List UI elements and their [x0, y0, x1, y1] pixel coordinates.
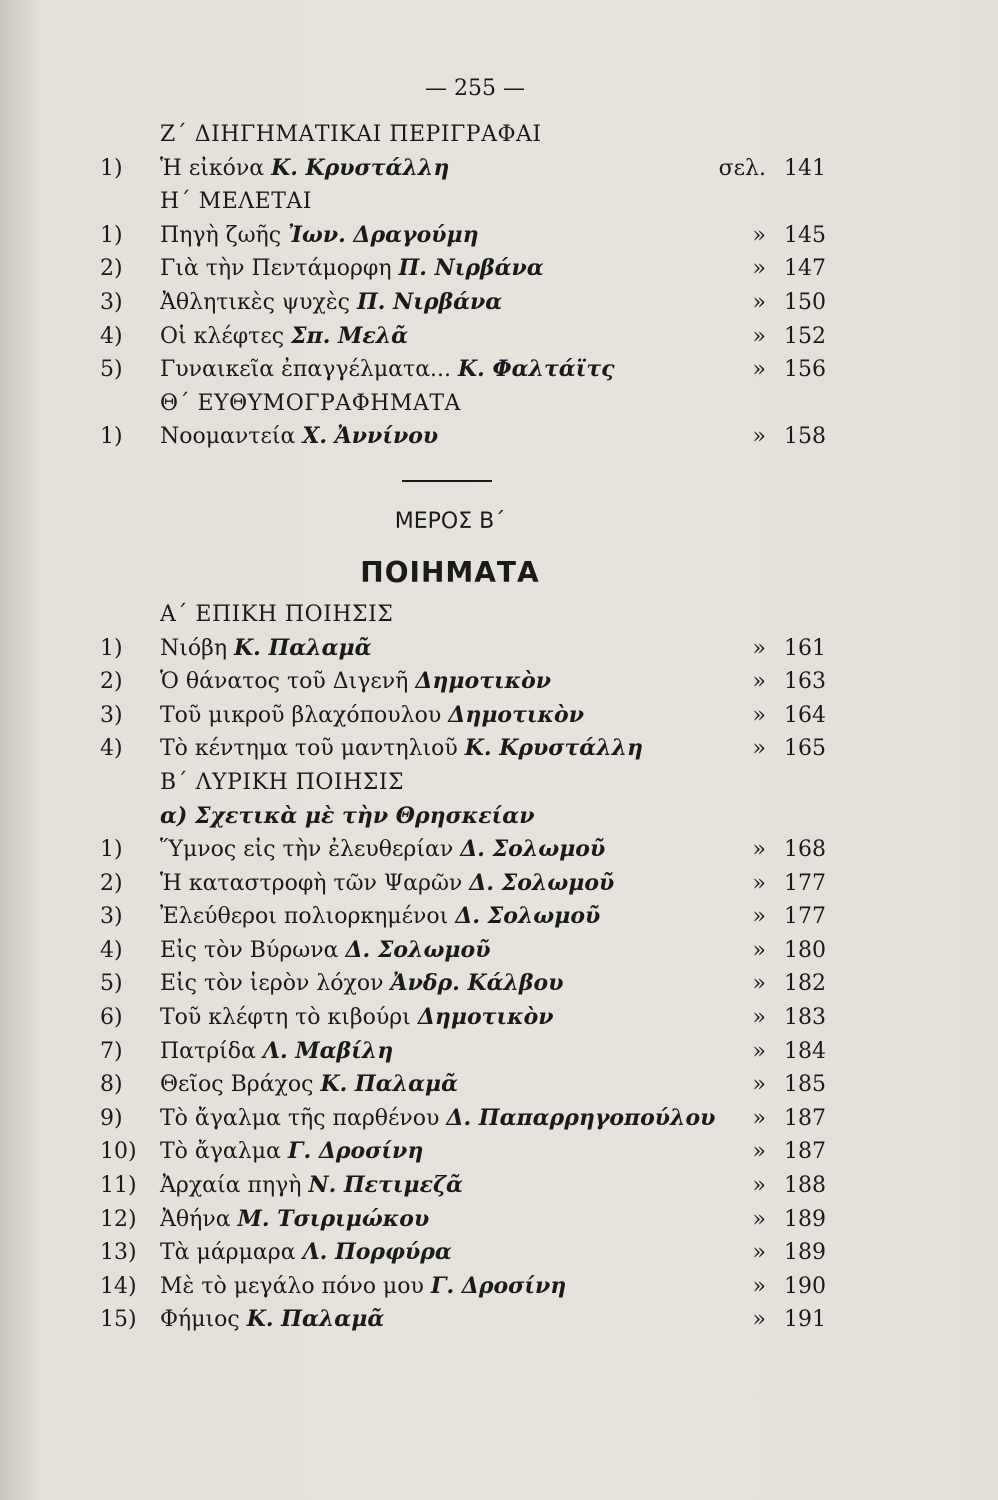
entry-author: Μ. Τσιριμώκου	[237, 1205, 430, 1232]
entry-page: 177	[784, 904, 826, 930]
entry-mark: »	[752, 736, 766, 762]
entry-page-ref	[753, 732, 826, 766]
entry-page: 188	[784, 1173, 826, 1199]
entry-number: 15)	[100, 1307, 137, 1333]
page-number: — 255 —	[425, 76, 525, 101]
entry-title	[160, 833, 605, 867]
toc-entry	[100, 665, 840, 699]
entry-page: 187	[784, 1105, 826, 1131]
entry-mark: »	[752, 222, 766, 248]
entry-title	[160, 665, 551, 699]
entry-number: 4)	[100, 323, 123, 349]
entry-page: 141	[784, 155, 826, 181]
entry-author: Κ. Φαλτάϊτς	[458, 356, 615, 383]
entry-page-ref	[753, 320, 826, 354]
entry-title-text: Ἀρχαία πηγὴ	[160, 1173, 302, 1199]
toc-entry	[100, 1068, 840, 1102]
entry-number: 12)	[100, 1206, 137, 1232]
entry-page-ref	[753, 934, 826, 968]
toc-entry	[100, 699, 840, 733]
entry-page: 187	[784, 1139, 826, 1165]
toc-entry	[100, 286, 840, 320]
entry-author: Π. Νιρβάνα	[398, 255, 544, 282]
entry-title	[160, 353, 615, 387]
entry-title	[160, 1203, 429, 1237]
entry-title-text: Νοομαντεία	[160, 424, 296, 450]
entry-page: 177	[784, 870, 826, 896]
toc-entry	[100, 219, 840, 253]
entry-title-text: Μὲ τὸ μεγάλο πόνο μου	[160, 1273, 424, 1299]
entry-title	[160, 699, 584, 733]
entry-page: 168	[784, 837, 826, 863]
entry-mark: »	[752, 424, 766, 450]
toc-entry	[100, 1169, 840, 1203]
entry-mark: »	[752, 937, 766, 963]
section-heading: Ζ΄ ΔΙΗΓΗΜΑΤΙΚΑΙ ΠΕΡΙΓΡΑΦΑΙ	[160, 122, 542, 147]
entry-mark: »	[752, 1273, 766, 1299]
entry-page: 165	[784, 736, 826, 762]
entry-title-text: Εἰς τὸν Βύρωνα	[160, 937, 339, 963]
entry-page-ref	[719, 152, 826, 186]
entry-number: 11)	[100, 1173, 137, 1199]
entry-author: Κ. Κρυστάλλη	[464, 735, 644, 762]
entry-mark: »	[752, 323, 766, 349]
toc-entry	[100, 420, 840, 454]
entry-page: 189	[784, 1240, 826, 1266]
entry-mark: »	[752, 904, 766, 930]
entry-number: 1)	[100, 222, 123, 248]
entry-mark: »	[752, 256, 766, 282]
entry-author: Δ. Σολωμοῦ	[455, 903, 601, 930]
entry-author: Δ. Παπαρρηγοπούλου	[446, 1104, 716, 1131]
entry-page: 163	[784, 669, 826, 695]
toc-entry	[100, 867, 840, 901]
entry-author: Κ. Παλαμᾶ	[246, 1306, 385, 1333]
toc-entry	[100, 833, 840, 867]
entry-number: 7)	[100, 1038, 123, 1064]
entry-title-text: Νιόβη	[160, 635, 228, 661]
entry-page-ref	[753, 967, 826, 1001]
entry-number: 5)	[100, 971, 123, 997]
entry-title-text: Τὸ ἄγαλμα	[160, 1139, 281, 1165]
entry-title	[160, 1236, 452, 1270]
entry-number: 4)	[100, 736, 123, 762]
entry-page-ref	[753, 632, 826, 666]
entry-author: Δημοτικὸν	[417, 1004, 554, 1031]
entry-title	[160, 632, 372, 666]
entry-number: 3)	[100, 904, 123, 930]
subsection-heading-religion: α) Σχετικὰ μὲ τὴν Θρησκείαν	[160, 802, 535, 829]
entry-page: 185	[784, 1072, 826, 1098]
entry-page-ref	[753, 219, 826, 253]
entry-author: Λ. Πορφύρα	[302, 1239, 452, 1266]
section-heading: Θ΄ ΕΥΘΥΜΟΓΡΑΦΗΜΑΤΑ	[160, 390, 461, 416]
entry-number: 2)	[100, 669, 123, 695]
entry-page-ref	[753, 1068, 826, 1102]
toc-entry	[100, 900, 840, 934]
entry-title	[160, 219, 479, 253]
entry-mark: »	[752, 289, 766, 315]
entry-title-text: Οἱ κλέφτες	[160, 323, 285, 349]
entry-page: 158	[784, 424, 826, 450]
entry-page: 145	[784, 222, 826, 248]
entry-mark: »	[752, 1072, 766, 1098]
lyric-list	[100, 833, 840, 1337]
toc-entry	[100, 934, 840, 968]
entry-mark: σελ.	[718, 155, 766, 181]
entry-author: Κ. Παλαμᾶ	[234, 634, 372, 661]
toc-entry	[100, 1102, 840, 1136]
toc-entry	[100, 1035, 840, 1069]
entry-author: Δ. Σολωμοῦ	[469, 869, 615, 896]
entry-author: Σπ. Μελᾶ	[291, 322, 409, 349]
entry-title-text: Τοῦ μικροῦ βλαχόπουλου	[160, 702, 442, 728]
entry-title-text: Ἀθήνα	[160, 1206, 231, 1232]
entry-title	[160, 320, 408, 354]
entry-author: Γ. Δροσίνη	[287, 1138, 424, 1165]
entry-number: 1)	[100, 155, 123, 181]
entry-mark: »	[752, 635, 766, 661]
entry-page: 164	[784, 702, 826, 728]
entry-author: Ν. Πετιμεζᾶ	[308, 1172, 463, 1199]
entry-title-text: Πατρίδα	[160, 1038, 256, 1064]
toc-entry	[100, 1203, 840, 1237]
entry-page: 150	[784, 289, 826, 315]
entry-author: Χ. Ἀννίνου	[302, 423, 439, 450]
toc-entry	[100, 152, 840, 186]
table-of-contents	[100, 118, 840, 1337]
entry-author: Δ. Σολωμοῦ	[345, 936, 491, 963]
entry-page-ref	[753, 1001, 826, 1035]
entry-title-text: Τὸ ἄγαλμα τῆς παρθένου	[160, 1105, 440, 1131]
entry-mark: »	[752, 870, 766, 896]
entry-title	[160, 732, 643, 766]
entry-title-text: Ὕμνος εἰς τὴν ἐλευθερίαν	[160, 837, 454, 863]
entry-title	[160, 286, 502, 320]
entry-page-ref	[753, 665, 826, 699]
entry-page: 189	[784, 1206, 826, 1232]
entry-title	[160, 967, 563, 1001]
entry-mark: »	[752, 702, 766, 728]
entry-number: 1)	[100, 837, 123, 863]
entry-mark: »	[752, 971, 766, 997]
entry-page: 182	[784, 971, 826, 997]
entry-mark: »	[752, 357, 766, 383]
entry-number: 1)	[100, 424, 123, 450]
entry-title-text: Τοῦ κλέφτη τὸ κιβούρι	[160, 1005, 411, 1031]
toc-entry	[100, 1303, 840, 1337]
entry-author: Κ. Κρυστάλλη	[271, 154, 450, 181]
entry-number: 6)	[100, 1005, 123, 1031]
entry-page-ref	[753, 1035, 826, 1069]
entry-page: 183	[784, 1005, 826, 1031]
part-title: ΜΕΡΟΣ Β΄	[394, 508, 506, 534]
entry-page-ref	[753, 1236, 826, 1270]
entry-page-ref	[753, 699, 826, 733]
entry-page: 184	[784, 1038, 826, 1064]
section-heading: Η΄ ΜΕΛΕΤΑΙ	[160, 189, 312, 215]
entry-mark: »	[752, 1307, 766, 1333]
entry-number: 4)	[100, 937, 123, 963]
entry-title	[160, 152, 449, 186]
entry-title-text: Τὸ κέντημα τοῦ μαντηλιοῦ	[160, 736, 458, 762]
entry-number: 14)	[100, 1273, 137, 1299]
poems-title: ΠΟΙΗΜΑΤΑ	[360, 555, 540, 589]
entry-page-ref	[753, 353, 826, 387]
entry-title	[160, 934, 490, 968]
entry-author: Δ. Σολωμοῦ	[460, 836, 606, 863]
entry-author: Ἀνδρ. Κάλβου	[390, 970, 564, 997]
entry-page-ref	[753, 252, 826, 286]
entry-number: 10)	[100, 1139, 137, 1165]
entry-number: 3)	[100, 289, 123, 315]
entry-author: Ἰων. Δραγούμη	[288, 221, 479, 248]
entry-mark: »	[752, 669, 766, 695]
entry-title	[160, 900, 600, 934]
entry-page-ref	[753, 1135, 826, 1169]
entry-page-ref	[753, 900, 826, 934]
entry-author: Π. Νιρβάνα	[357, 288, 503, 315]
toc-entry	[100, 252, 840, 286]
entry-number: 1)	[100, 635, 123, 661]
epic-list	[100, 632, 840, 766]
toc-entry	[100, 1001, 840, 1035]
toc-entry	[100, 1236, 840, 1270]
entry-page-ref	[753, 1102, 826, 1136]
entry-title-text: Ὁ θάνατος τοῦ Διγενῆ	[160, 669, 409, 695]
entry-number: 8)	[100, 1072, 123, 1098]
entry-number: 2)	[100, 870, 123, 896]
entry-page-ref	[753, 1270, 826, 1304]
entry-title-text: Ἐλεύθεροι πολιορκημένοι	[160, 904, 449, 930]
entry-title	[160, 1001, 554, 1035]
entry-page: 152	[784, 323, 826, 349]
entry-page-ref	[753, 1303, 826, 1337]
entry-mark: »	[752, 1139, 766, 1165]
entry-title-text: Ἡ εἰκόνα	[160, 155, 265, 181]
entry-page-ref	[753, 286, 826, 320]
entry-number: 2)	[100, 256, 123, 282]
prose-sections	[100, 118, 840, 454]
toc-entry	[100, 320, 840, 354]
entry-mark: »	[752, 1038, 766, 1064]
entry-page: 191	[784, 1307, 826, 1333]
entry-title-text: Πηγὴ ζωῆς	[160, 222, 282, 248]
entry-number: 9)	[100, 1105, 123, 1131]
toc-entry	[100, 967, 840, 1001]
entry-title	[160, 1035, 393, 1069]
entry-mark: »	[752, 1206, 766, 1232]
entry-title-text: Εἰς τὸν ἱερὸν λόχον	[160, 971, 384, 997]
entry-page-ref	[753, 1169, 826, 1203]
entry-mark: »	[752, 1105, 766, 1131]
entry-page: 147	[784, 256, 826, 282]
entry-number: 5)	[100, 357, 123, 383]
toc-entry	[100, 732, 840, 766]
entry-number: 3)	[100, 702, 123, 728]
entry-author: Δημοτικὸν	[448, 701, 584, 728]
entry-title	[160, 1135, 423, 1169]
entry-page: 161	[784, 635, 826, 661]
entry-page-ref	[753, 833, 826, 867]
entry-title	[160, 867, 614, 901]
entry-title-text: Γυναικεῖα ἐπαγγέλματα...	[160, 357, 452, 383]
entry-mark: »	[752, 837, 766, 863]
entry-title-text: Φήμιος	[160, 1307, 240, 1333]
entry-title	[160, 252, 544, 286]
toc-entry	[100, 1270, 840, 1304]
entry-mark: »	[752, 1005, 766, 1031]
section-heading-epic: Α΄ ΕΠΙΚΗ ΠΟΙΗΣΙΣ	[160, 601, 394, 627]
entry-page-ref	[753, 867, 826, 901]
entry-title	[160, 1068, 458, 1102]
toc-entry	[100, 632, 840, 666]
entry-author: Δημοτικὸν	[415, 668, 552, 695]
entry-title-text: Γιὰ τὴν Πεντάμορφη	[160, 256, 392, 282]
entry-title	[160, 1102, 715, 1136]
toc-entry	[100, 1135, 840, 1169]
section-heading-lyric: Β΄ ΛΥΡΙΚΗ ΠΟΙΗΣΙΣ	[160, 769, 405, 795]
entry-title-text: Ἀθλητικὲς ψυχὲς	[160, 289, 351, 315]
entry-author: Γ. Δροσίνη	[430, 1272, 567, 1299]
entry-title	[160, 420, 438, 454]
entry-title-text: Τὰ μάρμαρα	[160, 1240, 296, 1266]
divider-line	[402, 480, 492, 482]
entry-number: 13)	[100, 1240, 137, 1266]
entry-title-text: Θεῖος Βράχος	[160, 1072, 314, 1098]
entry-mark: »	[752, 1240, 766, 1266]
entry-author: Κ. Παλαμᾶ	[320, 1071, 459, 1098]
entry-title-text: Ἡ καταστροφὴ τῶν Ψαρῶν	[160, 870, 463, 896]
entry-title	[160, 1303, 384, 1337]
entry-page: 156	[784, 357, 826, 383]
entry-author: Λ. Μαβίλη	[262, 1037, 394, 1064]
entry-page: 180	[784, 937, 826, 963]
entry-page-ref	[753, 1203, 826, 1237]
entry-page-ref	[753, 420, 826, 454]
toc-entry	[100, 353, 840, 387]
entry-page: 190	[784, 1273, 826, 1299]
entry-title	[160, 1270, 566, 1304]
entry-mark: »	[752, 1173, 766, 1199]
entry-title	[160, 1169, 463, 1203]
